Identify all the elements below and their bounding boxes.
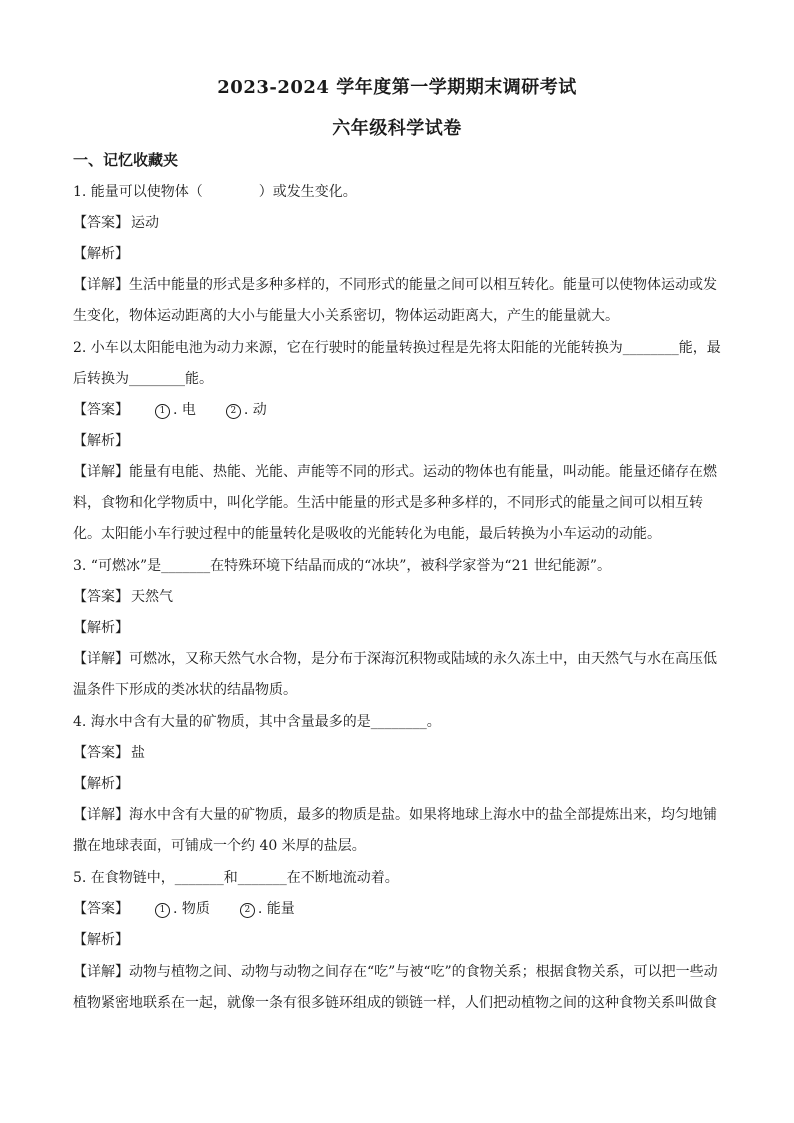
analysis-label: 【解析】 — [73, 246, 129, 262]
section-heading: 一、记忆收藏夹 — [73, 151, 179, 169]
analysis-label: 【解析】 — [73, 932, 129, 948]
detail-2-line-2: 料，食物和化学物质中，叫化学能。生活中能量的形式是多种多样的，不同形式的能量之间可以相互转 — [73, 495, 703, 511]
detail-label: 【详解】 — [73, 807, 129, 823]
answer-5 — [73, 899, 723, 919]
detail-4-line-2: 撒在地球表面，可铺成一个约 40 米厚的盐层。 — [73, 838, 366, 854]
question-4: 4. 海水中含有大量的矿物质，其中含量最多的是________。 — [73, 714, 441, 730]
detail-text: 生活中能量的形式是多种多样的，不同形式的能量之间可以相互转化。能量可以使物体运动或发 — [129, 277, 717, 293]
answer-label: 【答案】 — [73, 402, 129, 418]
option-text: . 电 — [173, 402, 196, 418]
detail-5-line-2: 植物紧密地联系在一起，就像一条有很多链环组成的锁链一样，人们把动植物之间的这种食物关系叫做食 — [73, 995, 717, 1011]
detail-3-line-1 — [73, 649, 723, 669]
circled-number: 1 — [155, 903, 170, 918]
detail-2-line-1 — [73, 462, 723, 482]
detail-text: 动物与植物之间、动物与动物之间存在“吃”与被“吃”的食物关系；根据食物关系，可以把一些动 — [129, 964, 718, 980]
detail-5-line-1 — [73, 962, 723, 982]
detail-label: 【详解】 — [73, 464, 129, 480]
answer-label: 【答案】 — [73, 589, 129, 605]
detail-3-line-2: 温条件下形成的类冰状的结晶物质。 — [73, 682, 297, 698]
detail-1-line-2: 生变化，物体运动距离的大小与能量大小关系密切，物体运动距离大，产生的能量就大。 — [73, 308, 619, 324]
detail-4-line-1 — [73, 805, 723, 825]
option-text: . 物质 — [173, 901, 210, 917]
analysis-label: 【解析】 — [73, 620, 129, 636]
answer-label: 【答案】 — [73, 745, 129, 761]
circled-number: 2 — [226, 404, 241, 419]
circled-number: 1 — [155, 404, 170, 419]
question-2-line-2: 后转换为________能。 — [73, 371, 213, 387]
answer-value: 盐 — [131, 745, 145, 761]
answer-option-1 — [155, 400, 196, 420]
document-subtitle: 六年级科学试卷 — [332, 118, 462, 139]
question-1: 1. 能量可以使物体（ ）或发生变化。 — [73, 184, 357, 200]
answer-option-2 — [226, 400, 267, 420]
detail-label: 【详解】 — [73, 964, 129, 980]
answer-3 — [73, 587, 723, 607]
detail-text: 海水中含有大量的矿物质，最多的物质是盐。如果将地球上海水中的盐全部提炼出来，均匀地铺 — [129, 807, 717, 823]
detail-2-line-3: 化。太阳能小车行驶过程中的能量转化是吸收的光能转化为电能，最后转换为小车运动的动能。 — [73, 526, 661, 542]
analysis-label: 【解析】 — [73, 433, 129, 449]
answer-label: 【答案】 — [73, 901, 129, 917]
circled-number: 2 — [240, 903, 255, 918]
answer-option-2 — [240, 899, 295, 919]
answer-4 — [73, 743, 723, 763]
answer-value: 天然气 — [131, 589, 173, 605]
question-2-line-1: 2. 小车以太阳能电池为动力来源，它在行驶时的能量转换过程是先将太阳能的光能转换为________能，最 — [73, 340, 721, 356]
detail-label: 【详解】 — [73, 277, 129, 293]
analysis-label: 【解析】 — [73, 776, 129, 792]
question-5: 5. 在食物链中，_______和_______在不断地流动着。 — [73, 870, 399, 886]
detail-label: 【详解】 — [73, 651, 129, 667]
answer-option-1 — [155, 899, 210, 919]
question-3: 3. “可燃冰”是_______在特殊环境下结晶而成的“冰块”，被科学家誉为“21 世纪能源”。 — [73, 558, 612, 574]
answer-2 — [73, 400, 723, 420]
answer-label: 【答案】 — [73, 215, 129, 231]
option-text: . 动 — [243, 402, 267, 418]
document-title: 2023-2024 学年度第一学期期末调研考试 — [217, 77, 577, 98]
option-text: . 能量 — [257, 901, 295, 917]
detail-1-line-1 — [73, 275, 723, 295]
detail-text: 可燃冰，又称天然气水合物，是分布于深海沉积物或陆域的永久冻土中，由天然气与水在高压低 — [129, 651, 717, 667]
detail-text: 能量有电能、热能、光能、声能等不同的形式。运动的物体也有能量，叫动能。能量还储存在燃 — [129, 464, 717, 480]
answer-1 — [73, 213, 723, 233]
answer-value: 运动 — [131, 215, 159, 231]
